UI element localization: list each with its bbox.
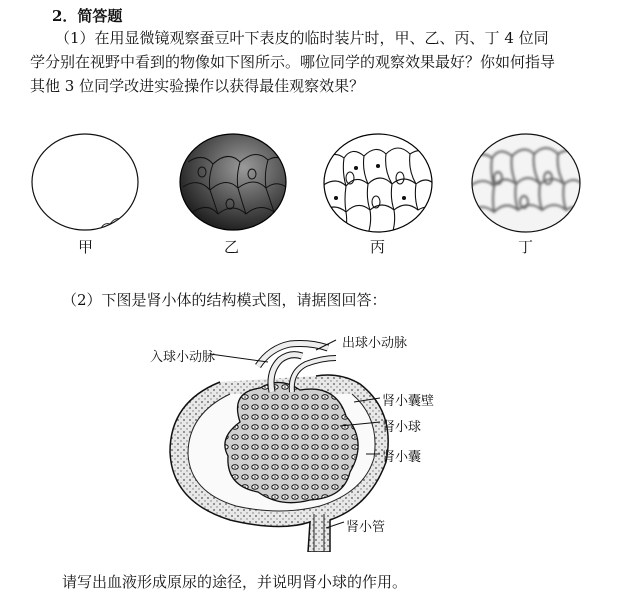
label-renal-tubule: 肾小管 (346, 520, 386, 535)
label-afferent-arteriole: 入球小动脉 (150, 350, 216, 365)
q1-line-3: 其他 3 位同学改进实验操作以获得最佳观察效果？ (30, 77, 365, 95)
section-heading: 2．简答题 (52, 7, 123, 25)
microscope-view-jia (30, 132, 140, 232)
q2-question: 请写出血液形成原尿的途径，并说明肾小球的作用。 (62, 573, 408, 591)
caption-jia: 甲 (78, 238, 94, 256)
microscope-view-yi (178, 132, 288, 232)
q1-line-1: （1）在用显微镜观察蚕豆叶下表皮的临时装片时，甲、乙、丙、丁 4 位同 (55, 29, 549, 47)
caption-bing: 丙 (370, 238, 386, 256)
q1-line-2: 学分别在视野中看到的物像如下图所示。哪位同学的观察效果最好？你如何指导 (30, 53, 556, 71)
label-capsule-wall: 肾小囊壁 (382, 394, 435, 409)
caption-yi: 乙 (224, 238, 240, 256)
label-bowmans-capsule: 肾小囊 (382, 450, 422, 465)
label-efferent-arteriole: 出球小动脉 (342, 336, 408, 351)
label-glomerulus: 肾小球 (382, 420, 422, 435)
microscope-view-ding (470, 132, 582, 234)
microscope-view-bing (322, 132, 434, 234)
q2-intro: （2）下图是肾小体的结构模式图，请据图回答： (62, 291, 387, 309)
caption-ding: 丁 (518, 238, 534, 256)
